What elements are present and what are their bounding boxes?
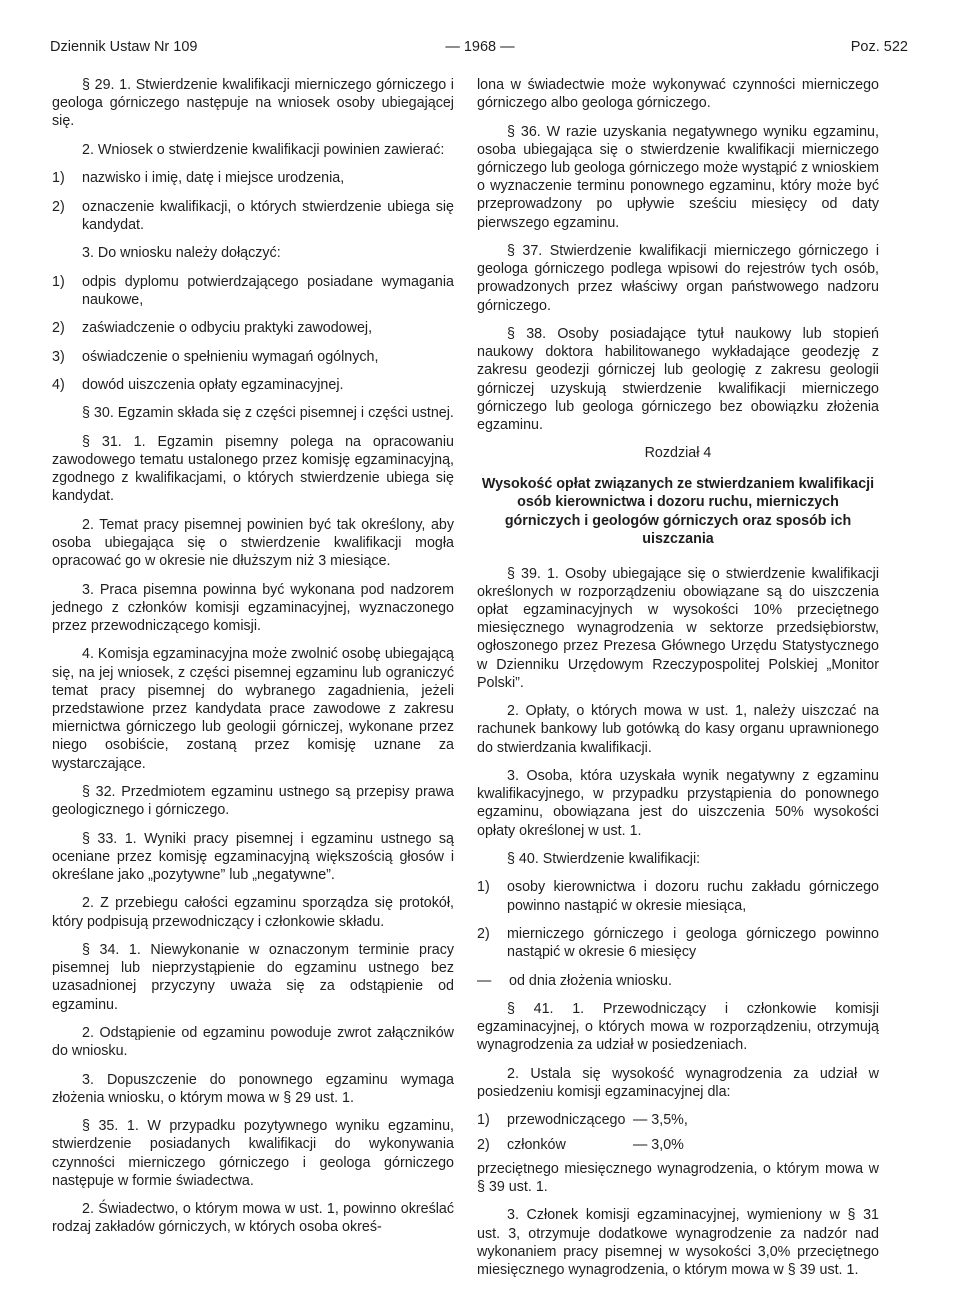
paragraph: 2. Świadectwo, o którym mowa w ust. 1, powinno określać rodzaj zakładów górniczych, w których osoba okreś- — [52, 1201, 454, 1236]
paragraph: 2. Opłaty, o których mowa w ust. 1, należy uiszczać na rachunek bankowy lub gotówką do kasy organu uprawnionego do stwierdzania kwalifikacji. — [477, 703, 879, 756]
rate-item-number: 2) — [477, 1136, 490, 1153]
rate-item-value: — 3,5%, — [633, 1112, 688, 1129]
list-item-text: mierniczego górniczego i geologa górniczego powinno nastąpić w okresie 6 miesięcy — [507, 926, 879, 961]
list-item-number: 2) — [52, 320, 65, 337]
list-item-number: 2) — [477, 926, 490, 942]
position-number: Poz. 522 — [850, 39, 908, 55]
paragraph: 2. Odstąpienie od egzaminu powoduje zwrot załączników do wniosku. — [52, 1024, 454, 1060]
page-number: — 1968 — — [445, 39, 515, 55]
paragraph: 3. Osoba, która uzyskała wynik negatywny z egzaminu kwalifikacyjnego, w przypadku przystąpienia do ponownego egzaminu, obowiązana jest do uiszczenia 50% wysokości opłaty określonej w ust. 1. — [477, 768, 879, 839]
list-item-number: 1) — [52, 273, 65, 290]
list-item-text: zaświadczenie o odbyciu praktyki zawodowej, — [82, 320, 373, 337]
page-header — [50, 36, 910, 58]
paragraph: § 41. 1. Przewodniczący i członkowie komisji egzaminacyjnej, o których mowa w rozporządzeniu, otrzymują wynagrodzenia za udział w posiedzeniach. — [477, 1000, 879, 1054]
list-item-text: odpis dyplomu potwierdzającego posiadane wymagania naukowe, — [82, 273, 454, 308]
list-item-number: 4) — [52, 376, 65, 393]
list-item — [52, 376, 454, 394]
paragraph: § 37. Stwierdzenie kwalifikacji mierniczego górniczego i geologa górniczego podlega wpisowi do rejestrów tych osób, prowadzonych przez właściwy organ państwowego nadzoru górniczego. — [477, 243, 879, 314]
list-item — [477, 878, 879, 914]
rate-item — [477, 1136, 879, 1154]
list-item-number: 1) — [52, 170, 65, 187]
list-item — [52, 319, 454, 337]
rate-item-number: 1) — [477, 1112, 490, 1129]
paragraph: 2. Ustala się wysokość wynagrodzenia za udział w posiedzeniu komisji egzaminacyjnej dla: — [477, 1065, 879, 1100]
list-item — [477, 925, 879, 961]
paragraph: § 33. 1. Wyniki pracy pisemnej i egzaminu ustnego są oceniane przez komisję egzaminacyjną większością głosów i określane jako „pozytywne” lub „negatywne”. — [52, 830, 454, 883]
paragraph: 3. Do wniosku należy dołączyć: — [82, 245, 281, 262]
list-item-number: 2) — [52, 198, 65, 215]
paragraph: § 32. Przedmiotem egzaminu ustnego są przepisy prawa geologicznego i górniczego. — [52, 783, 454, 819]
list-item-text: oznaczenie kwalifikacji, o których stwierdzenie ubiega się kandydat. — [82, 198, 454, 233]
list-item-text: nazwisko i imię, datę i miejsce urodzenia, — [82, 170, 345, 187]
chapter-title: Wysokość opłat związanych ze stwierdzaniem kwalifikacji osób kierownictwa i dozoru ruchu, mierniczych górniczych i geologów górniczych oraz sposób ich uiszczania — [481, 475, 875, 548]
list-item — [477, 972, 879, 990]
paragraph-continuation: przeciętnego miesięcznego wynagrodzenia, o którym mowa w § 39 ust. 1. — [477, 1160, 879, 1195]
paragraph: § 40. Stwierdzenie kwalifikacji: — [507, 851, 701, 868]
paragraph-continuation: lona w świadectwie może wykonywać czynności mierniczego górniczego albo geologa górniczego. — [477, 77, 879, 112]
paragraph: § 36. W razie uzyskania negatywnego wyniku egzaminu, osoba ubiegająca się o stwierdzenie kwalifikacji mierniczego górniczego lub geologa górniczego może wystąpić z wnioskiem o wyznaczenie terminu ponownego egzaminu, który może być przeprowadzony po upływie sześciu miesięcy od daty pierwszego egzaminu. — [477, 123, 879, 231]
paragraph: § 35. 1. W przypadku pozytywnego wyniku egzaminu, stwierdzenie posiadanych kwalifikacji do wykonywania czynności mierniczego górniczego i geologa górniczego następuje w formie świadectwa. — [52, 1118, 454, 1189]
chapter-heading: Rozdział 4 — [644, 445, 712, 462]
list-item — [52, 198, 454, 234]
paragraph: 3. Członek komisji egzaminacyjnej, wymieniony w § 31 ust. 3, otrzymuje dodatkowe wynagrodzenie za nadzór nad wykonaniem pracy pisemnej w wysokości 3,0% przeciętnego miesięcznego wynagrodzenia, o którym mowa w § 39 ust. 1. — [477, 1207, 879, 1278]
paragraph: 3. Dopuszczenie do ponownego egzaminu wymaga złożenia wniosku, o którym mowa w § 29 ust. 1. — [52, 1071, 454, 1106]
rate-item-label: członków — [507, 1136, 566, 1153]
paragraph: § 38. Osoby posiadające tytuł naukowy lub stopień naukowy doktora habilitowanego wykładające geodezję z zakresu geodezji górniczej lub geologię z zakresu geologii górniczej uzyskują stwierdzenie kwalifikacji mierniczego górniczego lub geologa górniczego bez obowiązku złożenia egzaminu. — [477, 326, 879, 434]
rate-item — [477, 1111, 879, 1129]
list-item — [52, 273, 454, 309]
list-item-text: oświadczenie o spełnieniu wymagań ogólnych, — [82, 348, 379, 365]
rate-item-value: — 3,0% — [633, 1136, 684, 1153]
right-column — [477, 76, 879, 1289]
journal-title: Dziennik Ustaw Nr 109 — [50, 39, 198, 55]
list-item-text: osoby kierownictwa i dozoru ruchu zakładu górniczego powinno nastąpić w okresie miesiąca, — [507, 879, 879, 914]
list-item-number: — — [477, 972, 492, 989]
list-item-text: od dnia złożenia wniosku. — [509, 972, 672, 989]
paragraph: 4. Komisja egzaminacyjna może zwolnić osobę ubiegającą się, na jej wniosek, z części pisemnej egzaminu lub ograniczyć temat pracy pisemnej do wybranego zagadnienia, jeżeli przedstawione przez kandydata prace zawodowe z zakresu miernictwa górniczego lub geologii górniczej, wykonane przez niego osobiście, zostaną przez komisję uznane za wystarczające. — [52, 646, 454, 772]
left-column — [52, 76, 454, 1247]
paragraph: 2. Temat pracy pisemnej powinien być tak określony, aby osoba ubiegająca się o stwierdzenie kwalifikacji mogła opracować go w okresie nie dłuższym niż 3 miesiące. — [52, 516, 454, 570]
paragraph: 2. Z przebiegu całości egzaminu sporządza się protokół, który podpisują przewodniczący i członkowie składu. — [52, 895, 454, 930]
rate-item-label: przewodniczącego — [507, 1112, 626, 1129]
paragraph: § 31. 1. Egzamin pisemny polega na opracowaniu zawodowego tematu ustalonego przez komisję egzaminacyjną, zgodnego z kwalifikacjami, o których stwierdzenie ubiega się kandydat. — [52, 433, 454, 505]
paragraph: § 39. 1. Osoby ubiegające się o stwierdzenie kwalifikacji określonych w rozporządzeniu obowiązane są do uiszczenia opłat egzaminacyjnych w wysokości 10% przeciętnego miesięcznego wynagrodzenia w sektorze przedsiębiorstw, ogłoszonego przez Prezesa Głównego Urzędu Statystycznego w Dzienniku Urzędowym Rzeczypospolitej Polskiej „Monitor Polski”. — [477, 565, 879, 691]
list-item — [52, 348, 454, 366]
list-item-number: 1) — [477, 879, 490, 896]
paragraph: 3. Praca pisemna powinna być wykonana pod nadzorem jednego z członków komisji egzaminacyjnej, wyznaczonego przez przewodniczącego komisji. — [52, 581, 454, 634]
list-item — [52, 169, 454, 187]
list-item-number: 3) — [52, 348, 65, 365]
paragraph: § 34. 1. Niewykonanie w oznaczonym terminie pracy pisemnej lub nieprzystąpienie do egzaminu ustnego bez uzasadnionej przyczyny uważa się za odstąpienie od egzaminu. — [52, 941, 454, 1013]
paragraph: 2. Wniosek o stwierdzenie kwalifikacji powinien zawierać: — [82, 141, 445, 158]
paragraph: § 29. 1. Stwierdzenie kwalifikacji mierniczego górniczego i geologa górniczego następuje na wniosek osoby ubiegającej się. — [52, 77, 454, 130]
paragraph: § 30. Egzamin składa się z części pisemnej i części ustnej. — [82, 405, 454, 422]
list-item-text: dowód uiszczenia opłaty egzaminacyjnej. — [82, 376, 344, 393]
